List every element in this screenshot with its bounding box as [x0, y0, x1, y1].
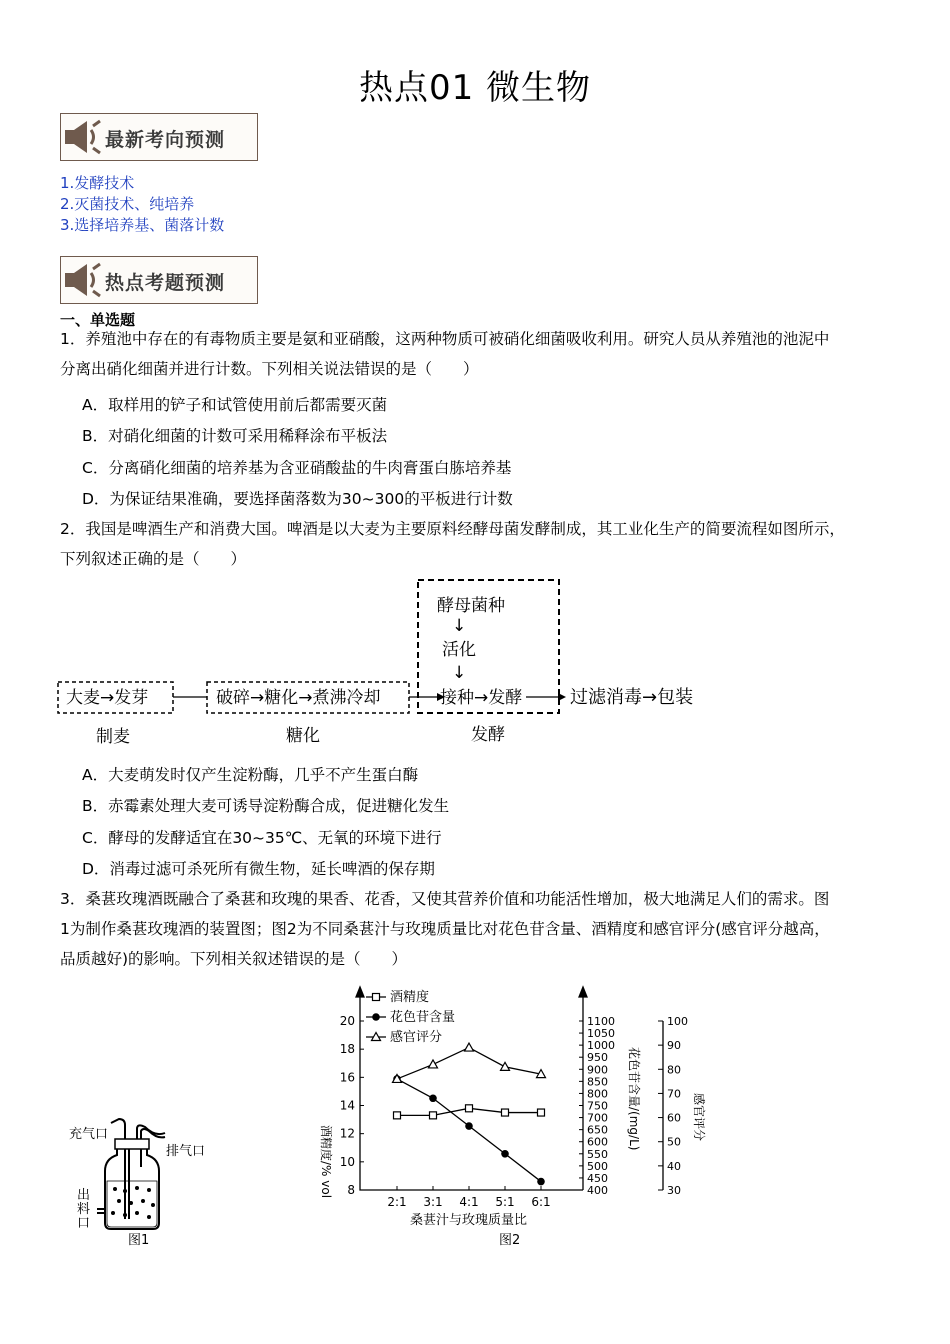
flow-after: 过滤消毒→包装 [570, 687, 694, 708]
x-tick-label: 3:1 [423, 1195, 443, 1209]
left-axis-label: 酒精度/% vol [319, 1125, 333, 1199]
label-malting: 制麦 [96, 727, 130, 747]
legend-label: 感官评分 [390, 1030, 443, 1045]
tick-label: 1100 [587, 1015, 615, 1028]
data-point-series-1 [430, 1112, 437, 1119]
label-saccharify: 糖化 [286, 726, 320, 746]
tick-label: 80 [667, 1063, 681, 1077]
x-tick-label: 2:1 [387, 1195, 407, 1209]
legend-label: 酒精度 [390, 990, 430, 1005]
q3-stem-line1: 3．桑葚玫瑰酒既融合了桑葚和玫瑰的果香、花香，又使其营养价值和功能活性增加，极大地满足人们的需求。图 [60, 890, 830, 908]
tick-label: 10 [339, 1154, 355, 1169]
x-tick-label: 6:1 [531, 1195, 551, 1209]
label-sample: 口 [77, 1216, 91, 1231]
speaker-icon [63, 118, 105, 156]
q1-stem-line1: 1．养殖池中存在的有毒物质主要是氨和亚硝酸，这两种物质可被硝化细菌吸收利用。研究人员从养殖池的池泥中 [60, 330, 830, 348]
tick-label: 60 [667, 1111, 681, 1125]
chart-figure2 [310, 985, 710, 1255]
q2-option-d[interactable]: D．消毒过滤可杀死所有微生物，延长啤酒的保存期 [82, 860, 435, 878]
banner-hot-questions [60, 256, 258, 304]
label-ferment: 发酵 [471, 725, 505, 745]
q1-option-b[interactable]: B．对硝化细菌的计数可采用稀释涂布平板法 [82, 427, 388, 445]
right1-axis-label: 花色苷含量/(mg/L) [627, 1047, 641, 1151]
figure1-caption: 图1 [128, 1233, 150, 1248]
data-point-series-2 [537, 1178, 545, 1186]
tick-label: 800 [587, 1087, 608, 1101]
flow-yeast: 酵母菌种 [437, 596, 505, 616]
q2-option-b[interactable]: B．赤霉素处理大麦可诱导淀粉酶合成，促进糖化发生 [82, 797, 450, 815]
tick-label: 90 [667, 1039, 681, 1053]
direction-3[interactable]: 3.选择培养基、菌落计数 [60, 216, 225, 234]
legend-marker [372, 1013, 380, 1021]
tick-label: 14 [339, 1098, 355, 1113]
data-point-series-1 [466, 1105, 473, 1112]
banner-latest-trends [60, 113, 258, 161]
tick-label: 40 [667, 1159, 681, 1173]
q1-option-d[interactable]: D．为保证结果准确，要选择菌落数为30~300的平板进行计数 [82, 490, 513, 508]
label-sample: 料 [77, 1202, 91, 1217]
tick-label: 18 [339, 1042, 355, 1057]
tick-label: 100 [667, 1015, 688, 1028]
tick-label: 750 [587, 1099, 608, 1113]
tick-label: 600 [587, 1135, 608, 1149]
tick-label: 450 [587, 1171, 608, 1185]
q2-option-a[interactable]: A．大麦萌发时仅产生淀粉酶，几乎不产生蛋白酶 [82, 766, 419, 784]
q1-option-a[interactable]: A．取样用的铲子和试管使用前后都需要灭菌 [82, 396, 388, 414]
tick-label: 1050 [587, 1027, 615, 1041]
q1-stem-line2: 分离出硝化细菌并进行计数。下列相关说法错误的是（ ） [60, 360, 479, 378]
series-line-3 [397, 1048, 541, 1079]
tick-label: 700 [587, 1111, 608, 1125]
tick-label: 30 [667, 1184, 681, 1197]
data-point-series-3 [429, 1060, 438, 1068]
q3-stem-line3: 品质越好)的影响。下列相关叙述错误的是（ ） [60, 950, 408, 968]
tick-label: 900 [587, 1063, 608, 1077]
page-title: 热点01 微生物 [358, 68, 592, 108]
beer-process-diagram [50, 575, 750, 750]
data-point-series-1 [394, 1112, 401, 1119]
q2-option-c[interactable]: C．酵母的发酵适宜在30~35℃、无氧的环境下进行 [82, 829, 442, 847]
down-arrow-icon: ↓ [452, 616, 467, 636]
inlet-tube [111, 1119, 125, 1139]
section-heading: 一、单选题 [60, 311, 136, 329]
tick-label: 20 [339, 1014, 355, 1028]
label-sample: 出 [77, 1188, 91, 1203]
q1-option-c[interactable]: C．分离硝化细菌的培养基为含亚硝酸盐的牛肉膏蛋白胨培养基 [82, 459, 512, 477]
tick-label: 550 [587, 1147, 608, 1161]
q3-stem-line2: 1为制作桑葚玫瑰酒的装置图；图2为不同桑葚汁与玫瑰质量比对花色苷含量、酒精度和感官评分(感官评分越高， [60, 920, 830, 938]
tick-label: 1000 [587, 1039, 615, 1053]
right2-axis-label: 感官评分 [692, 1093, 706, 1142]
data-point-series-3 [465, 1043, 474, 1051]
banner-label: 热点考题预测 [105, 272, 226, 294]
legend-marker [373, 994, 380, 1001]
label-outlet: 排气口 [166, 1144, 206, 1159]
data-point-series-3 [501, 1062, 510, 1070]
direction-1[interactable]: 1.发酵技术 [60, 174, 135, 192]
flow-saccharify: 破碎→糖化→煮沸冷却 [216, 688, 381, 708]
q2-stem-line2: 下列叙述正确的是（ ） [60, 550, 247, 568]
data-point-series-2 [501, 1150, 509, 1158]
data-point-series-1 [538, 1109, 545, 1116]
x-tick-label: 4:1 [459, 1195, 479, 1209]
banner-label: 最新考向预测 [105, 129, 226, 151]
tick-label: 50 [667, 1135, 681, 1149]
flow-activate: 活化 [442, 640, 476, 660]
tick-label: 850 [587, 1075, 608, 1089]
axis-arrow-icon [356, 987, 364, 997]
tick-label: 950 [587, 1051, 608, 1065]
x-axis-label: 桑葚汁与玫瑰质量比 [410, 1213, 528, 1228]
tick-label: 12 [339, 1126, 355, 1141]
tick-label: 500 [587, 1159, 608, 1173]
data-point-series-1 [502, 1109, 509, 1116]
speaker-icon [63, 261, 105, 299]
legend-label: 花色苷含量 [390, 1010, 456, 1025]
figure2-caption: 图2 [499, 1233, 521, 1248]
flow-ferment: 接种→发酵 [440, 688, 523, 708]
axis-arrow-icon [579, 987, 587, 997]
tick-label: 16 [339, 1070, 355, 1085]
tick-label: 400 [587, 1184, 608, 1197]
flow-malting: 大麦→发芽 [66, 688, 149, 708]
label-inlet: 充气口 [69, 1127, 109, 1142]
tick-label: 70 [667, 1087, 681, 1101]
direction-2[interactable]: 2.灭菌技术、纯培养 [60, 195, 195, 213]
stopper [115, 1139, 149, 1149]
data-point-series-2 [429, 1094, 437, 1102]
series-line-2 [397, 1079, 541, 1182]
fermentation-apparatus-figure [65, 1115, 225, 1255]
data-point-series-2 [465, 1122, 473, 1130]
tick-label: 650 [587, 1123, 608, 1137]
arrow-head [558, 693, 566, 701]
q2-stem-line1: 2．我国是啤酒生产和消费大国。啤酒是以大麦为主要原料经酵母菌发酵制成，其工业化生产的简要流程如图所示， [60, 520, 845, 538]
down-arrow-icon: ↓ [452, 663, 467, 683]
x-tick-label: 5:1 [495, 1195, 515, 1209]
tick-label: 8 [347, 1183, 355, 1197]
